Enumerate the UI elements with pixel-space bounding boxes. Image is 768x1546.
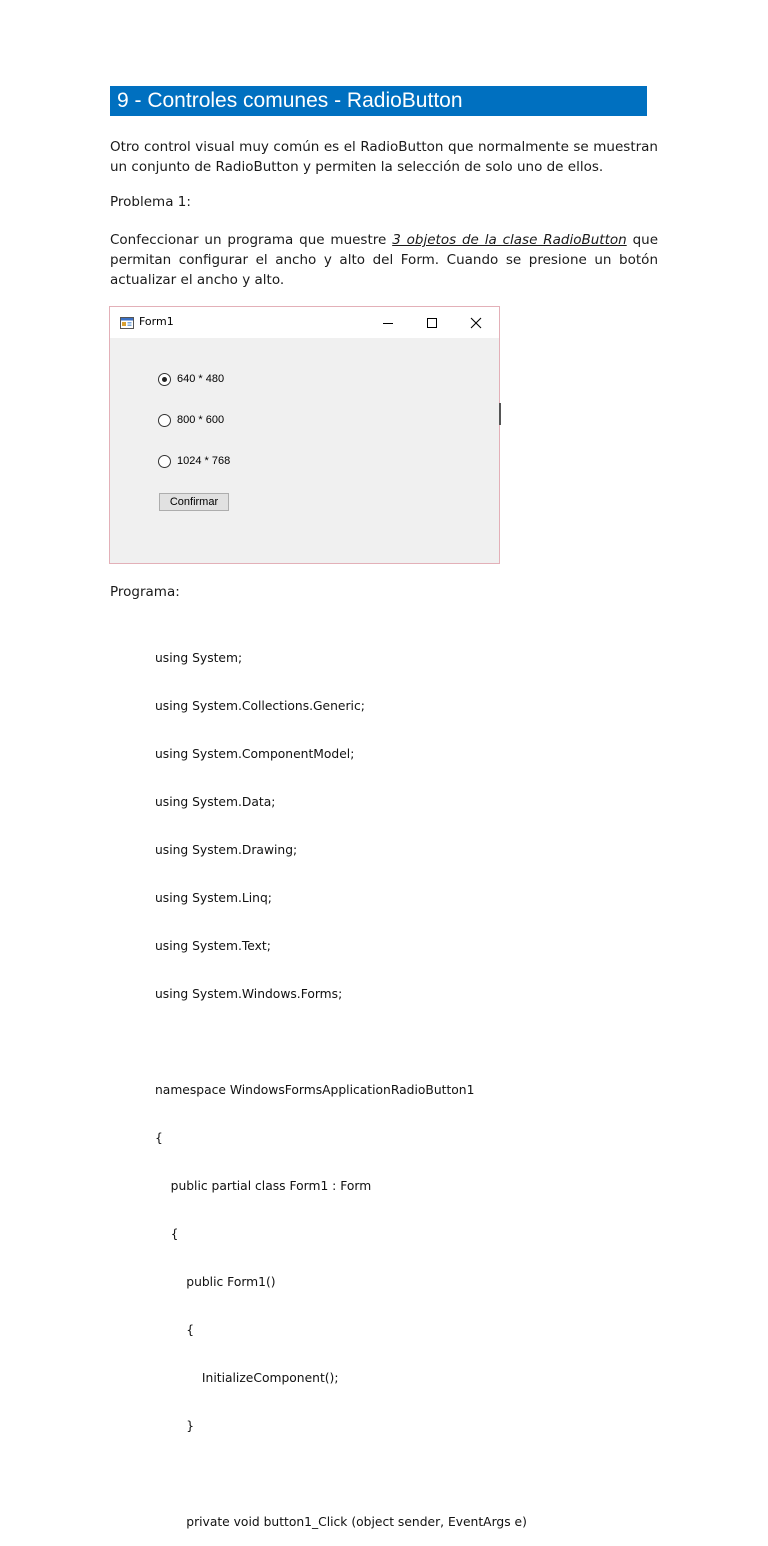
maximize-icon bbox=[426, 317, 438, 329]
code-line bbox=[155, 1034, 527, 1050]
code-line: using System.Windows.Forms; bbox=[155, 987, 343, 1001]
maximize-button[interactable] bbox=[410, 307, 454, 338]
code-line: using System.Linq; bbox=[155, 891, 272, 905]
confirm-button[interactable]: Confirmar bbox=[159, 493, 229, 511]
code-line: public Form1() bbox=[155, 1275, 276, 1289]
radio-label[interactable]: 640 * 480 bbox=[177, 373, 225, 385]
section-heading: 9 - Controles comunes - RadioButton bbox=[110, 86, 647, 116]
problem-paragraph bbox=[110, 230, 658, 290]
form-title: Form1 bbox=[139, 315, 174, 328]
close-button[interactable] bbox=[454, 307, 498, 338]
problem-label: Problema 1: bbox=[110, 194, 191, 210]
problem-link[interactable]: 3 objetos de la clase RadioButton bbox=[392, 232, 627, 248]
problem-text-after: que permitan configurar el ancho y alto del Form. Cuando se presione un botón actualizar el ancho y alto. bbox=[110, 232, 658, 288]
code-block bbox=[155, 618, 527, 1546]
form-titlebar bbox=[110, 307, 499, 338]
window-edge-mark bbox=[499, 403, 501, 425]
radio-label[interactable]: 1024 * 768 bbox=[177, 455, 231, 467]
code-line: } bbox=[155, 1419, 195, 1433]
minimize-icon bbox=[382, 317, 394, 329]
code-line: using System.Drawing; bbox=[155, 843, 298, 857]
code-line: { bbox=[155, 1227, 179, 1241]
code-line bbox=[155, 1466, 527, 1482]
form-window-screenshot bbox=[109, 306, 500, 564]
code-line: { bbox=[155, 1131, 163, 1145]
code-line: using System.Data; bbox=[155, 795, 276, 809]
code-line: using System.Collections.Generic; bbox=[155, 699, 365, 713]
app-icon bbox=[120, 317, 134, 329]
code-line: InitializeComponent(); bbox=[155, 1371, 339, 1385]
code-line: { bbox=[155, 1323, 195, 1337]
radio-label[interactable]: 800 * 600 bbox=[177, 414, 225, 426]
code-line: namespace WindowsFormsApplicationRadioButton1 bbox=[155, 1083, 475, 1097]
code-line: private void button1_Click (object sender, EventArgs e) bbox=[155, 1515, 527, 1529]
code-line: using System; bbox=[155, 651, 243, 665]
code-line: using System.ComponentModel; bbox=[155, 747, 355, 761]
radio-selected-dot bbox=[162, 377, 167, 382]
program-label: Programa: bbox=[110, 584, 180, 600]
minimize-button[interactable] bbox=[366, 307, 410, 338]
intro-paragraph: Otro control visual muy común es el RadioButton que normalmente se muestran un conjunto de RadioButton y permiten la selección de solo uno de ellos. bbox=[110, 139, 658, 175]
radio-button-icon[interactable] bbox=[158, 373, 171, 386]
problem-text-before: Confeccionar un programa que muestre bbox=[110, 232, 393, 248]
close-icon bbox=[470, 317, 482, 329]
radio-button-icon[interactable] bbox=[158, 455, 171, 468]
code-line: using System.Text; bbox=[155, 939, 271, 953]
code-line: public partial class Form1 : Form bbox=[155, 1179, 372, 1193]
radio-button-icon[interactable] bbox=[158, 414, 171, 427]
